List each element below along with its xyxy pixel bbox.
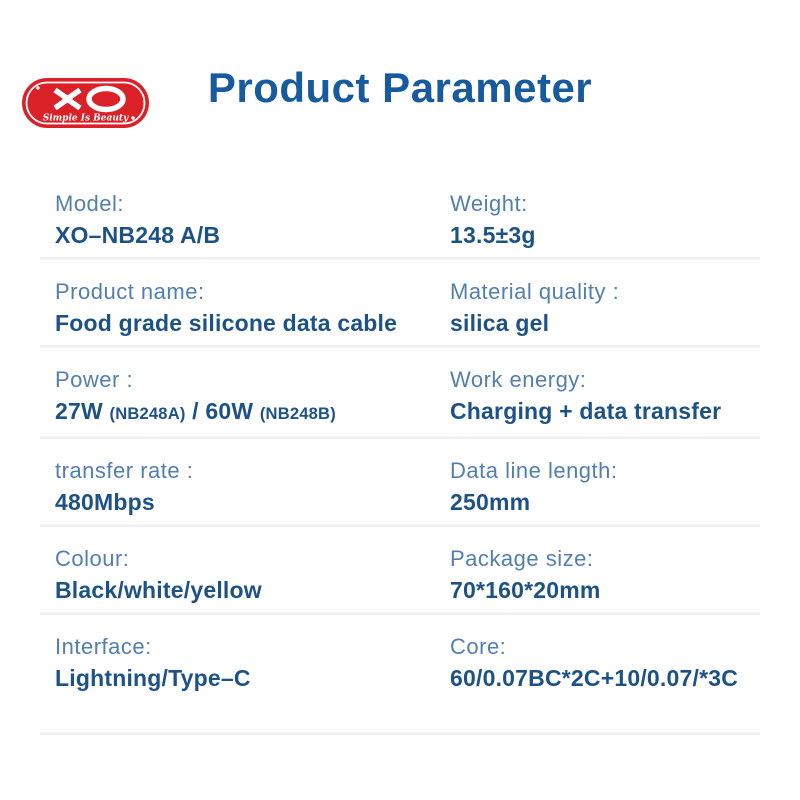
param-cell-right — [400, 547, 760, 605]
param-value — [450, 220, 760, 250]
param-value-part: 70*160*20mm — [450, 577, 601, 603]
param-label: Interface: — [55, 634, 152, 659]
param-cell-right — [400, 635, 760, 693]
table-row — [40, 260, 760, 348]
xo-logo-icon — [22, 78, 149, 128]
param-label: Work energy: — [450, 367, 587, 392]
table-row — [40, 172, 760, 260]
param-value-part: Food grade silicone data cable — [55, 310, 398, 336]
table-row — [40, 439, 760, 527]
param-value — [55, 220, 400, 250]
param-value-part: 480Mbps — [55, 489, 155, 515]
param-value — [450, 575, 760, 605]
param-cell-left — [40, 192, 400, 250]
table-row — [40, 348, 760, 439]
param-value — [55, 663, 400, 693]
param-label: Weight: — [450, 191, 528, 216]
param-value — [55, 575, 400, 605]
param-label: Data line length: — [450, 458, 618, 483]
param-value-part: 13.5±3g — [450, 222, 536, 248]
logo-tagline: Simple Is Beauty — [42, 113, 129, 124]
brand-logo — [22, 78, 149, 128]
param-cell-left — [40, 368, 400, 429]
param-value-part: (NB248A) — [109, 404, 186, 423]
param-value — [450, 308, 760, 338]
param-value — [450, 396, 760, 426]
param-label: Power : — [55, 367, 134, 392]
param-label: transfer rate : — [55, 458, 194, 483]
param-cell-left — [40, 459, 400, 517]
param-label: Package size: — [450, 546, 594, 571]
param-value-part: XO–NB248 A/B — [55, 222, 221, 248]
param-value — [450, 487, 760, 517]
param-label: Model: — [55, 191, 125, 216]
param-value — [55, 308, 400, 338]
param-cell-right — [400, 368, 760, 429]
param-label: Product name: — [55, 279, 205, 304]
param-value — [55, 396, 400, 429]
param-value-part: 60W — [205, 398, 260, 424]
parameter-table — [40, 172, 760, 735]
param-value-part: silica gel — [450, 310, 550, 336]
param-cell-right — [400, 459, 760, 517]
param-label: Colour: — [55, 546, 130, 571]
param-value-part: (NB248B) — [259, 404, 336, 423]
param-cell-right — [400, 192, 760, 250]
table-row — [40, 615, 760, 735]
param-cell-left — [40, 547, 400, 605]
param-cell-right — [400, 280, 760, 338]
param-value-part: 27W — [55, 398, 110, 424]
param-value-part: Lightning/Type–C — [55, 665, 251, 691]
param-value-part: 60/0.07BC*2C+10/0.07/*3C — [450, 665, 739, 691]
param-value — [450, 663, 760, 693]
param-cell-left — [40, 280, 400, 338]
param-value-part: Black/white/yellow — [55, 577, 262, 603]
param-label: Material quality : — [450, 279, 620, 304]
param-label: Core: — [450, 634, 507, 659]
param-value-part: Charging + data transfer — [450, 398, 722, 424]
page-title: Product Parameter — [207, 64, 593, 111]
table-row — [40, 527, 760, 615]
param-cell-left — [40, 635, 400, 693]
param-value-part: / — [185, 398, 206, 424]
param-value — [55, 487, 400, 517]
param-value-part: 250mm — [450, 489, 531, 515]
